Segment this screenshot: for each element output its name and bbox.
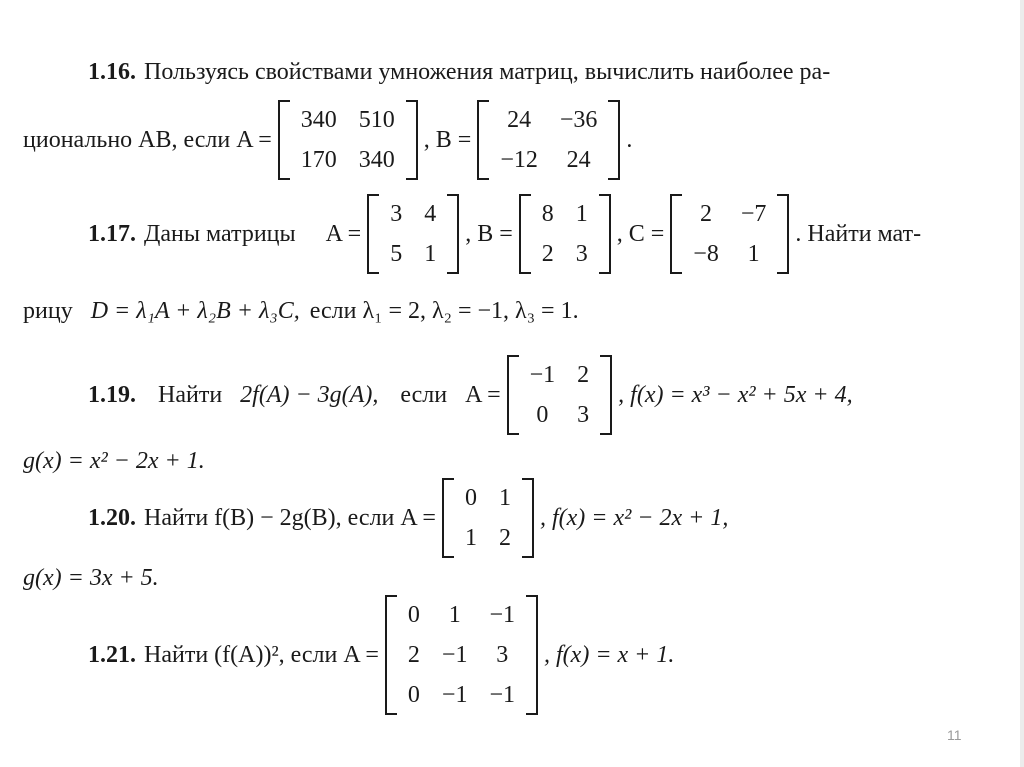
matrix-cell: 24 [507, 107, 532, 133]
formula-g: g(x) = 3x + 5. [23, 564, 159, 591]
matrix-cell: −8 [693, 241, 719, 267]
matrix-cell: −1 [441, 682, 468, 708]
matrix-cell: 3 [577, 402, 590, 428]
matrix-cell: 1 [424, 241, 437, 267]
problem-1-17-line-2 [23, 291, 579, 331]
matrix-cell: −7 [740, 201, 767, 227]
matrix-row [379, 194, 447, 234]
matrix-cell: 2 [498, 525, 511, 551]
matrix-cell: 1 [498, 485, 511, 511]
right-scrollbar-edge [1020, 0, 1024, 767]
matrix-cell: 3 [390, 201, 403, 227]
problem-number: 1.21. [88, 641, 136, 668]
matrix-cell: 2 [700, 201, 713, 227]
formula-f: , f(x) = x + 1. [544, 641, 675, 668]
formula-g: g(x) = x² − 2x + 1. [23, 447, 205, 474]
matrix-cell: −1 [441, 642, 468, 668]
formula-expression: 2f(A) − 3g(A), [240, 381, 379, 408]
matrix-b [477, 100, 620, 180]
problem-text: Найти f(B) − 2g(B), если A = [144, 504, 436, 531]
problem-text: если λ₁ = 2, λ₂ = −1, λ₃ = 1. [309, 297, 579, 324]
problem-number: 1.17. [88, 220, 136, 247]
problem-text: если [400, 381, 448, 408]
label-c: , C = [616, 220, 665, 247]
label-a: A = [465, 381, 501, 408]
matrix-cell: 2 [577, 362, 590, 388]
matrix-cell: 340 [358, 147, 395, 173]
matrix-cell: −12 [500, 147, 538, 173]
matrix-b [519, 194, 611, 274]
matrix-a [278, 100, 418, 180]
problem-number: 1.20. [88, 504, 136, 531]
problem-text: Даны матрицы [144, 220, 296, 247]
problem-text: Пользуясь свойствами умножения матриц, вычислить наиболее ра- [144, 58, 831, 85]
problem-text: Найти (f(A))², если A = [144, 641, 379, 668]
formula-f: , f(x) = x³ − x² + 5x + 4, [618, 381, 853, 408]
matrix-row [682, 234, 777, 274]
matrix-cell: 1 [575, 201, 588, 227]
matrix-row [290, 140, 406, 180]
matrix-cell: 510 [358, 107, 395, 133]
problem-text: , B = [423, 126, 472, 153]
matrix-row [519, 395, 601, 435]
matrix-row [397, 675, 526, 715]
page-number: 11 [947, 727, 962, 743]
problem-1-20-line-1 [88, 478, 728, 558]
matrix-cell: 2 [541, 241, 554, 267]
matrix-cell: 0 [464, 485, 477, 511]
problem-1-21 [88, 596, 674, 714]
problem-1-19-line-2 [23, 441, 205, 481]
matrix-cell: 3 [575, 241, 588, 267]
matrix-a [385, 595, 538, 715]
label-b: , B = [465, 220, 513, 247]
problem-1-20-line-2 [23, 558, 159, 598]
matrix-cell: 24 [566, 147, 591, 173]
problem-text: Найти [158, 381, 223, 408]
problem-1-17-line-1 [88, 194, 921, 274]
matrix-cell: −36 [559, 107, 598, 133]
matrix-cell: 0 [536, 402, 549, 428]
problem-1-16-line-1 [88, 52, 830, 92]
matrix-cell: 1 [464, 525, 477, 551]
problem-text: рицу [23, 297, 73, 324]
matrix-row [397, 595, 526, 635]
formula-d: D = λ₁A + λ₂B + λ₃C, [90, 297, 300, 324]
matrix-cell: −1 [489, 602, 516, 628]
label-a: A = [325, 220, 362, 247]
matrix-row [489, 140, 608, 180]
problem-number: 1.19. [88, 381, 136, 408]
matrix-row [454, 478, 522, 518]
matrix-cell: 340 [300, 107, 337, 133]
matrix-row [531, 234, 599, 274]
formula-f: , f(x) = x² − 2x + 1, [539, 504, 729, 531]
matrix-cell: −1 [529, 362, 556, 388]
matrix-row [489, 100, 608, 140]
matrix-row [454, 518, 522, 558]
matrix-cell: 2 [407, 642, 420, 668]
problem-number: 1.16. [88, 58, 136, 85]
matrix-cell: 1 [747, 241, 760, 267]
matrix-a [507, 355, 613, 435]
matrix-cell: 5 [390, 241, 403, 267]
matrix-row [682, 194, 777, 234]
matrix-a [442, 478, 534, 558]
matrix-row [290, 100, 406, 140]
matrix-cell: 0 [407, 682, 420, 708]
problem-1-16-line-2 [23, 100, 632, 180]
punctuation: . [626, 126, 633, 153]
matrix-cell: 3 [496, 642, 509, 668]
problem-text: ционально AB, если A = [23, 126, 272, 153]
matrix-row [397, 635, 526, 675]
matrix-cell: 170 [300, 147, 337, 173]
problem-1-19-line-1 [88, 355, 853, 435]
matrix-cell: 8 [541, 201, 554, 227]
problem-text: . Найти мат- [795, 220, 922, 247]
matrix-c [670, 194, 789, 274]
matrix-cell: −1 [489, 682, 516, 708]
matrix-row [531, 194, 599, 234]
matrix-cell: 4 [424, 201, 437, 227]
matrix-a [367, 194, 459, 274]
matrix-row [379, 234, 447, 274]
matrix-row [519, 355, 601, 395]
matrix-cell: 1 [448, 602, 461, 628]
matrix-cell: 0 [407, 602, 420, 628]
